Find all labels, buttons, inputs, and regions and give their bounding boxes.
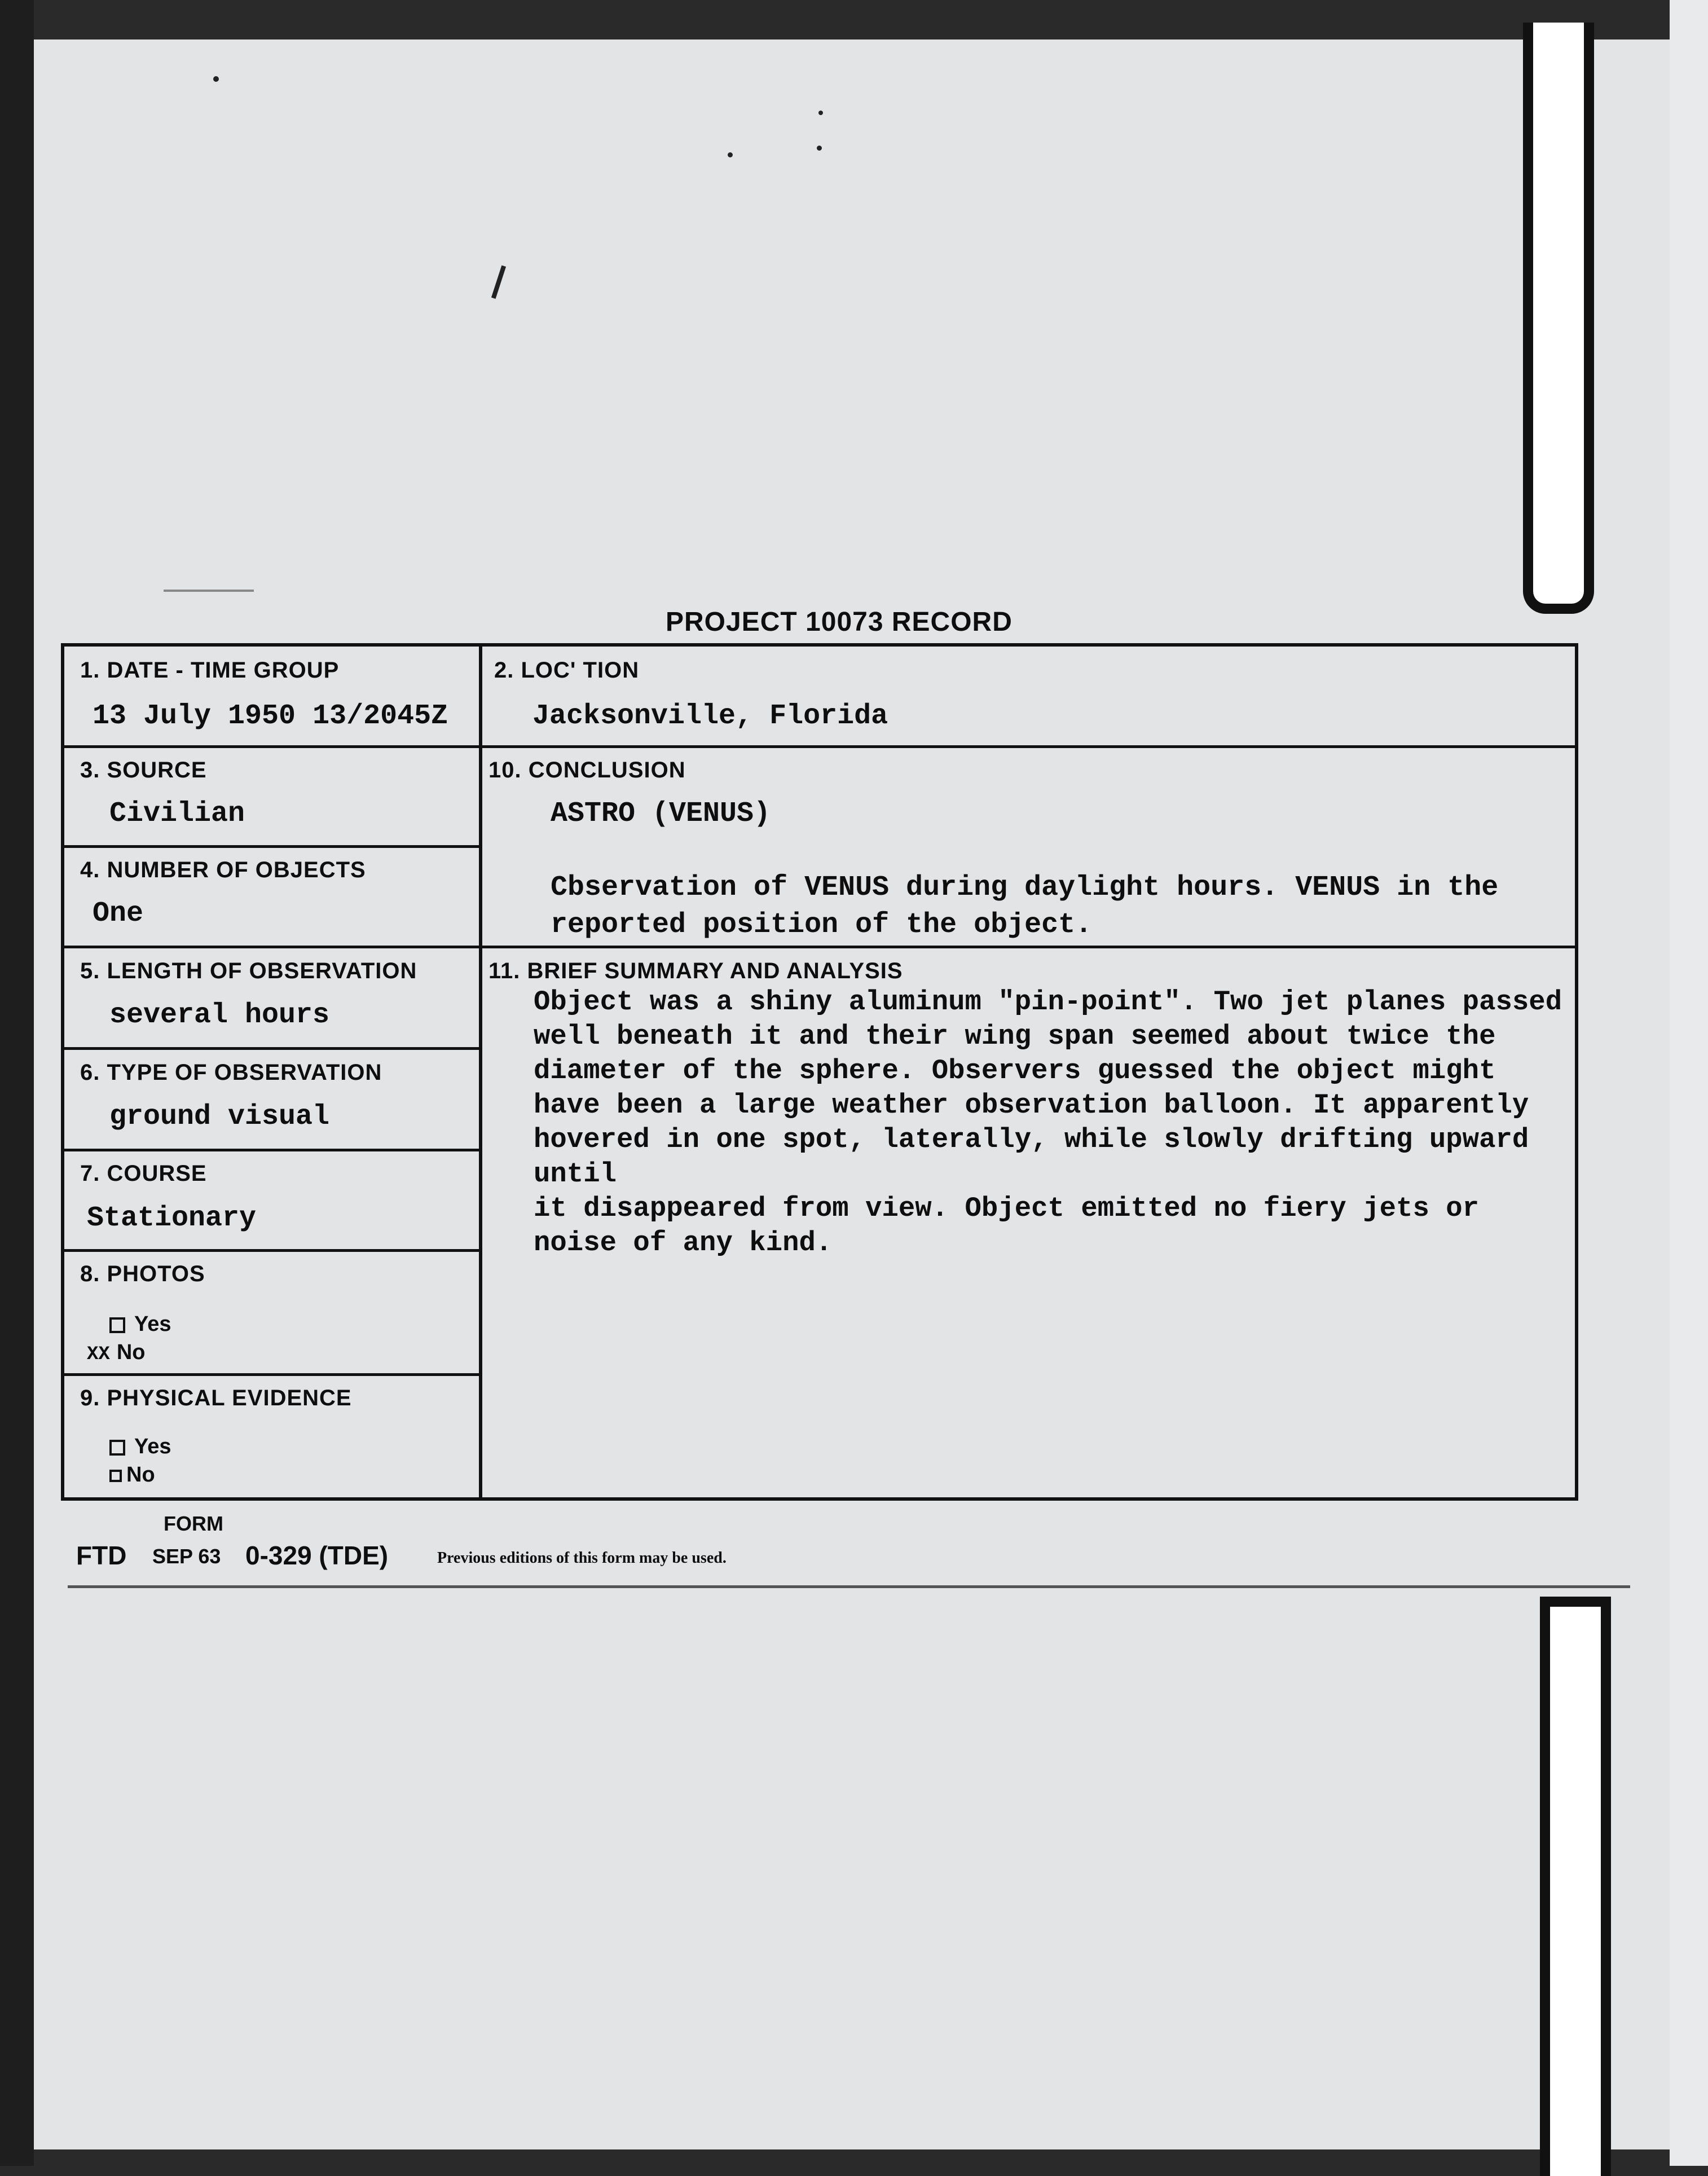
- scan-right-margin: [1670, 0, 1708, 2166]
- type-of-observation-value: ground visual: [109, 1101, 330, 1133]
- photos-no-option[interactable]: XX No: [87, 1340, 146, 1365]
- footer-date: SEP 63: [152, 1545, 221, 1568]
- row-divider: [64, 1373, 479, 1376]
- photos-label: 8. PHOTOS: [80, 1261, 205, 1286]
- row-divider: [64, 946, 1578, 948]
- source-value: Civilian: [109, 798, 245, 830]
- footer-ftd: FTD: [76, 1541, 127, 1570]
- date-time-label: 1. DATE - TIME GROUP: [80, 658, 340, 683]
- binder-clip-top: [1523, 23, 1594, 614]
- scan-speck: [818, 111, 823, 115]
- length-of-observation-label: 5. LENGTH OF OBSERVATION: [80, 959, 417, 983]
- form-title: PROJECT 10073 RECORD: [666, 607, 1013, 637]
- binder-clip-bottom: [1540, 1597, 1611, 2176]
- footer-form-label: FORM: [164, 1512, 223, 1535]
- footer-note: Previous editions of this form may be used.: [437, 1549, 727, 1567]
- scan-left-edge: [0, 0, 34, 2166]
- location-value: Jacksonville, Florida: [532, 700, 888, 732]
- footer-form-number: 0-329 (TDE): [245, 1541, 389, 1570]
- type-of-observation-label: 6. TYPE OF OBSERVATION: [80, 1060, 382, 1085]
- record-form: [61, 643, 1578, 1501]
- row-divider: [64, 1249, 479, 1252]
- date-time-value: 13 July 1950 13/2045Z: [93, 700, 448, 732]
- scan-rule: [68, 1585, 1630, 1588]
- checked-mark-icon: XX: [87, 1344, 110, 1365]
- conclusion-text: Cbservation of VENUS during daylight hours. VENUS in the reported position of the object.: [551, 872, 1499, 941]
- conclusion-label: 10. CONCLUSION: [488, 758, 686, 783]
- row-divider: [64, 1047, 479, 1050]
- physical-evidence-no-option[interactable]: No: [109, 1463, 155, 1487]
- number-of-objects-value: One: [93, 898, 144, 930]
- source-label: 3. SOURCE: [80, 758, 207, 783]
- row-divider: [64, 1149, 479, 1151]
- scan-speck: [728, 152, 733, 157]
- scan-speck: [213, 76, 219, 82]
- row-divider: [64, 745, 1578, 748]
- checkbox-icon: [109, 1440, 125, 1456]
- checked-mark-icon: [109, 1470, 122, 1482]
- row-divider: [64, 845, 479, 848]
- checkbox-icon: [109, 1317, 125, 1333]
- physical-evidence-label: 9. PHYSICAL EVIDENCE: [80, 1386, 352, 1410]
- scan-mark: [164, 590, 254, 592]
- physical-evidence-yes-option[interactable]: Yes: [109, 1435, 171, 1459]
- length-of-observation-value: several hours: [109, 999, 330, 1031]
- summary-text: Object was a shiny aluminum "pin-point". Two jet planes passed well beneath it and their wing span seemed about twice the diameter of the sphere. Observers guessed the object might have been a large weather observation balloon. It apparently hovered in one spot, laterally, while slowly drifting upward until it disappeared from view. Object emitted no fiery jets or noise of any kind.: [534, 986, 1562, 1259]
- photos-yes-option[interactable]: Yes: [109, 1312, 171, 1337]
- column-divider: [479, 647, 482, 1501]
- course-value: Stationary: [87, 1202, 257, 1234]
- conclusion-value: ASTRO (VENUS): [551, 798, 771, 830]
- course-label: 7. COURSE: [80, 1161, 207, 1186]
- location-label: 2. LOC' TION: [494, 658, 640, 683]
- scan-speck: [817, 146, 822, 151]
- summary-label: 11. BRIEF SUMMARY AND ANALYSIS: [488, 959, 903, 983]
- number-of-objects-label: 4. NUMBER OF OBJECTS: [80, 858, 366, 882]
